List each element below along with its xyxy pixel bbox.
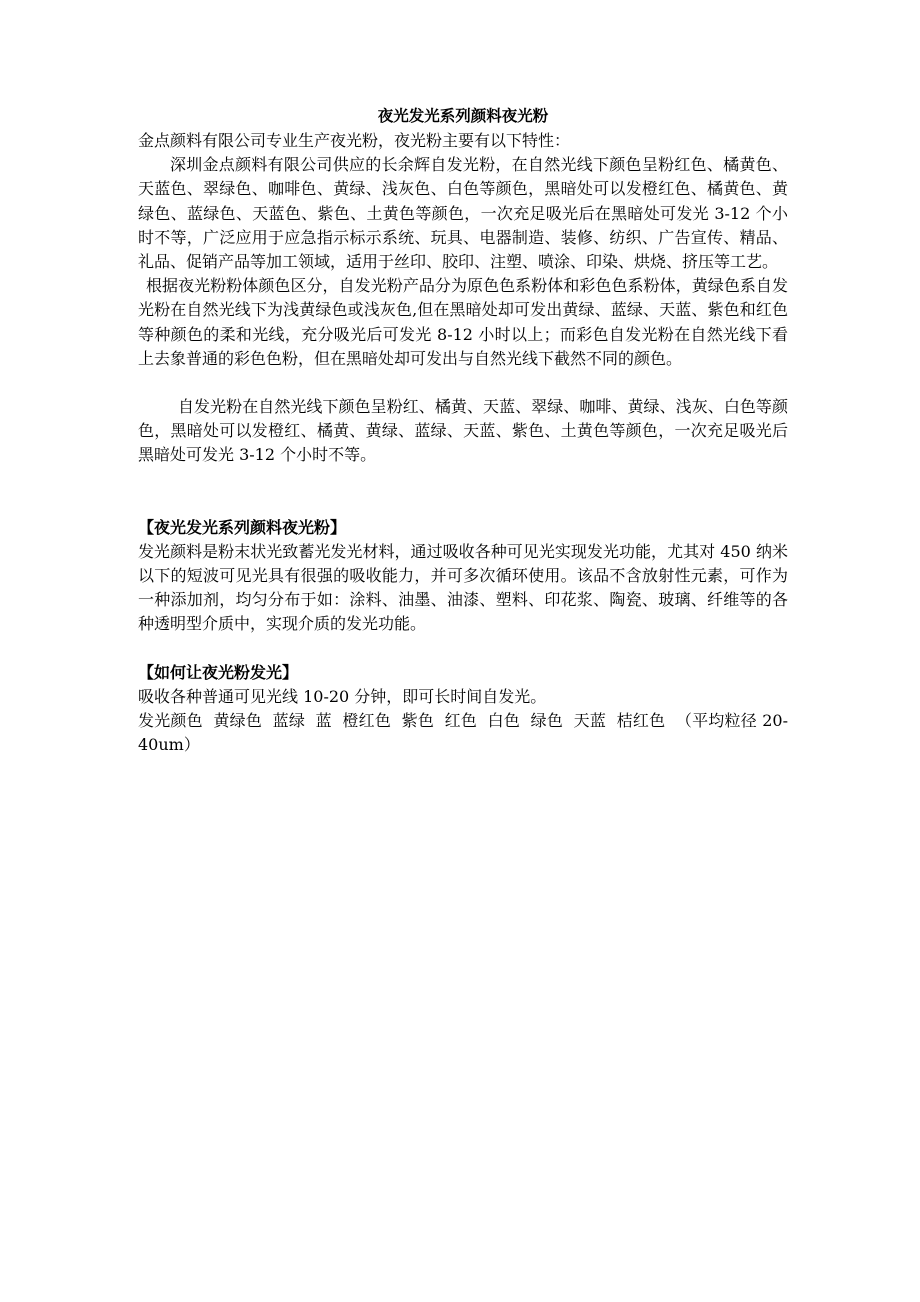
section-line-absorb: 吸收各种普通可见光线 10-20 分钟，即可长时间自发光。 bbox=[138, 686, 547, 706]
section-body-pigment: 发光颜料是粉末状光致蓄光发光材料，通过吸收各种可见光实现发光功能，尤其对 450 纳米以下的短波可见光具有很强的吸收能力，并可多次循环使用。该品不含放射性元素，可作为一种添加剂，均匀分布于如：涂料、油墨、油漆、塑料、印花浆、陶瓷、玻璃、纤维等的各种透明型介质中，实现介质的发光功能。 bbox=[138, 541, 788, 634]
paragraph-features: 深圳金点颜料有限公司供应的长余辉自发光粉，在自然光线下颜色呈粉红色、橘黄色、天蓝色、翠绿色、咖啡色、黄绿、浅灰色、白色等颜色，黑暗处可以发橙红色、橘黄色、黄绿色、蓝绿色、天蓝色、紫色、土黄色等颜色，一次充足吸光后在黑暗处可发光 3-12 个小时不等，广泛应用于应急指示标示系统、玩具、电器制造、装修、纺织、广告宣传、精品、礼品、促销产品等加工领域，适用于丝印、胶印、注塑、喷涂、印染、烘烧、挤压等工艺。 bbox=[138, 155, 788, 272]
section-heading-how-to-glow: 【如何让夜光粉发光】 bbox=[138, 662, 299, 682]
section-line-colors: 发光颜色 黄绿色 蓝绿 蓝 橙红色 紫色 红色 白色 绿色 天蓝 桔红色 （平均粒径 20-40um） bbox=[138, 711, 788, 755]
document-title: 夜光发光系列颜料夜光粉 bbox=[377, 107, 549, 125]
document-page bbox=[138, 104, 788, 757]
section-heading-pigment: 【夜光发光系列颜料夜光粉】 bbox=[138, 517, 347, 537]
paragraph-summary: 自发光粉在自然光线下颜色呈粉红、橘黄、天蓝、翠绿、咖啡、黄绿、浅灰、白色等颜色，黑暗处可以发橙红、橘黄、黄绿、蓝绿、天蓝、紫色、土黄色等颜色，一次充足吸光后黑暗处可发光 3-12 个小时不等。 bbox=[138, 397, 788, 465]
spacer bbox=[138, 468, 788, 516]
spacer bbox=[138, 371, 788, 395]
spacer bbox=[138, 637, 788, 661]
intro-line: 金点颜料有限公司专业生产夜光粉，夜光粉主要有以下特性： bbox=[138, 131, 571, 150]
paragraph-classification: 根据夜光粉粉体颜色区分，自发光粉产品分为原色色系粉体和彩色色系粉体，黄绿色系自发光粉在自然光线下为浅黄绿色或浅灰色,但在黑暗处却可发出黄绿、蓝绿、天蓝、紫色和红色等种颜色的柔和光线，充分吸光后可发光 8-12 小时以上；而彩色自发光粉在自然光线下看上去象普通的彩色色粉，但在黑暗处却可发出与自然光线下截然不同的颜色。 bbox=[138, 276, 788, 368]
